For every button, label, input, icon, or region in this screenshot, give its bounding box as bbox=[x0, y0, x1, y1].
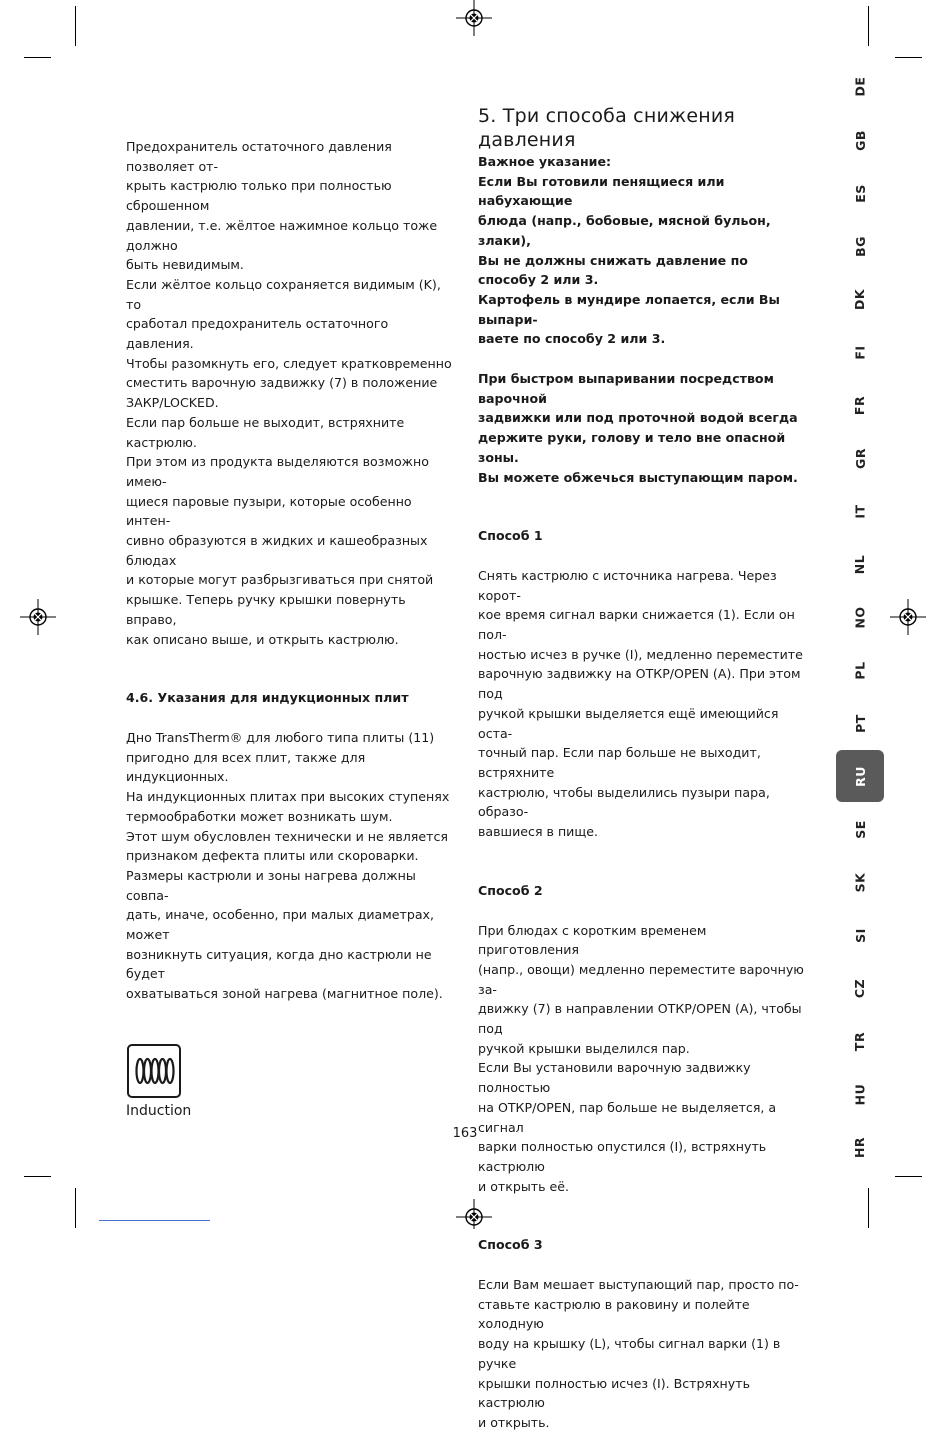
language-tab[interactable] bbox=[836, 1068, 884, 1120]
text-line: Вы не должны снижать давление по способу 2 или 3. bbox=[478, 252, 748, 288]
text-line: блюда (напр., бобовые, мясной бульон, злаки), bbox=[478, 213, 771, 248]
text-line: охватываться зоной нагрева (магнитное поле). bbox=[126, 986, 443, 1002]
text-line: ставьте кастрюлю в раковину и полейте холодную bbox=[478, 1296, 750, 1332]
text-line: и которые могут разбрызгиваться при снятой bbox=[126, 572, 434, 588]
induction-coil-icon bbox=[127, 1044, 181, 1098]
crop-mark bbox=[24, 1176, 51, 1177]
residual-pressure-paragraph bbox=[126, 137, 456, 649]
language-tab[interactable] bbox=[836, 273, 884, 325]
language-tab-label: NL bbox=[852, 554, 868, 574]
language-tab[interactable] bbox=[836, 114, 884, 166]
language-tab[interactable] bbox=[836, 432, 884, 484]
text-line: варки полностью опустился (I), встряхнуть кастрюлю bbox=[478, 1139, 767, 1174]
text-line: Если Вы установили варочную задвижку полностью bbox=[478, 1060, 751, 1096]
crop-mark bbox=[895, 1176, 922, 1177]
text-line: Размеры кастрюли и зоны нагрева должны совпа- bbox=[126, 867, 416, 903]
method3-paragraph bbox=[478, 1275, 808, 1433]
text-line: Картофель в мундире лопается, если Вы выпари- bbox=[478, 291, 780, 327]
text-line: задвижки или под проточной водой всегда bbox=[478, 410, 798, 426]
text-line: вавшиеся в пище. bbox=[478, 824, 598, 840]
language-tab-label: FR bbox=[852, 395, 868, 415]
induction-paragraph bbox=[126, 728, 456, 1004]
text-line: сивно образуются в жидких и кашеобразных блюдах bbox=[126, 533, 428, 568]
registration-mark-icon bbox=[890, 599, 926, 635]
text-line: Чтобы разомкнуть его, следует кратковременно bbox=[126, 355, 452, 371]
language-tab-label: HR bbox=[852, 1136, 868, 1158]
text-line: пригодно для всех плит, также для индукционных. bbox=[126, 749, 366, 785]
text-line: Снять кастрюлю с источника нагрева. Через корот- bbox=[478, 567, 777, 603]
text-line: давлении, т.е. жёлтое нажимное кольцо тоже должно bbox=[126, 217, 438, 253]
crop-mark bbox=[24, 57, 51, 58]
left-column bbox=[126, 137, 456, 1122]
section-heading-induction: 4.6. Указания для индукционных плит bbox=[126, 690, 409, 706]
text-line: признаком дефекта плиты или скороварки. bbox=[126, 848, 419, 864]
text-line: Предохранитель остаточного давления позволяет от- bbox=[126, 139, 392, 174]
language-tab-label: SK bbox=[852, 872, 868, 892]
method2-heading: Способ 2 bbox=[478, 882, 543, 898]
language-tab[interactable] bbox=[836, 220, 884, 272]
page-number: 163 bbox=[452, 1126, 478, 1141]
text-line: варочную задвижку на ОТКР/OPEN (A). При этом под bbox=[478, 666, 801, 702]
language-tab-label: IT bbox=[852, 503, 868, 519]
text-line: крышки полностью исчез (I). Встряхнуть кастрюлю bbox=[478, 1375, 750, 1411]
text-line: ЗАКР/LOCKED. bbox=[126, 395, 219, 411]
language-tab[interactable] bbox=[836, 485, 884, 537]
text-line: Если жёлтое кольцо сохраняется видимым (K), то bbox=[126, 276, 441, 312]
text-line: ностью исчез в ручке (I), медленно переместите bbox=[478, 646, 803, 662]
page-title: 5. Три способа снижения давления bbox=[478, 105, 736, 151]
language-tab[interactable] bbox=[836, 60, 884, 112]
text-line: ручкой крышки выделяется ещё имеющийся оста- bbox=[478, 705, 779, 741]
text-line: ручкой крышки выделился пар. bbox=[478, 1040, 690, 1056]
text-line: воду на крышку (L), чтобы сигнал варки (1) в ручке bbox=[478, 1336, 781, 1371]
text-line: как описано выше, и открыть кастрюлю. bbox=[126, 631, 399, 647]
crop-mark bbox=[895, 57, 922, 58]
text-line: крыть кастрюлю только при полностью сброшенном bbox=[126, 178, 392, 214]
language-tab-label: NO bbox=[852, 605, 868, 629]
text-line: щиеся паровые пузыри, которые особенно интен- bbox=[126, 493, 412, 529]
language-tab-label: ES bbox=[852, 183, 868, 203]
language-tab[interactable] bbox=[836, 1015, 884, 1067]
language-tab[interactable] bbox=[836, 962, 884, 1014]
text-line: термообработки может возникать шум. bbox=[126, 808, 393, 824]
text-line: ваете по способу 2 или 3. bbox=[478, 331, 666, 347]
registration-mark-icon bbox=[20, 599, 56, 635]
text-line: Дно TransTherm® для любого типа плиты (11) bbox=[126, 729, 435, 745]
text-line: держите руки, голову и тело вне опасной зоны. bbox=[478, 430, 786, 465]
language-tab-label: DK bbox=[852, 288, 868, 310]
method1-paragraph bbox=[478, 566, 808, 842]
language-tab-label: RU bbox=[852, 765, 868, 787]
text-line: движку (7) в направлении ОТКР/OPEN (A), чтобы под bbox=[478, 1001, 802, 1037]
language-tab-label: GB bbox=[852, 129, 868, 151]
text-line: быть невидимым. bbox=[126, 257, 244, 273]
text-line: возникнуть ситуация, когда дно кастрюли не будет bbox=[126, 946, 432, 982]
language-tab[interactable] bbox=[836, 591, 884, 643]
language-tab[interactable] bbox=[836, 909, 884, 961]
warning-note bbox=[478, 369, 808, 487]
language-tab-label: GR bbox=[852, 447, 868, 469]
text-line: При быстром выпаривании посредством варочной bbox=[478, 371, 774, 406]
language-tab-label: DE bbox=[852, 76, 868, 96]
language-tab[interactable] bbox=[836, 856, 884, 908]
text-line: и открыть. bbox=[478, 1414, 550, 1430]
language-tab[interactable] bbox=[836, 644, 884, 696]
language-tab[interactable] bbox=[836, 538, 884, 590]
language-tab-label: PT bbox=[852, 713, 868, 733]
text-line: При блюдах с коротким временем приготовления bbox=[478, 922, 707, 958]
language-tab[interactable] bbox=[836, 326, 884, 378]
language-tab-label: HU bbox=[852, 1083, 868, 1105]
method1-heading: Способ 1 bbox=[478, 528, 543, 544]
text-line: Важное указание: bbox=[478, 154, 612, 169]
right-column bbox=[478, 104, 808, 1433]
registration-mark-icon bbox=[456, 0, 492, 36]
method3-heading: Способ 3 bbox=[478, 1237, 543, 1253]
link-underline bbox=[99, 1220, 210, 1221]
crop-mark bbox=[75, 6, 76, 46]
language-tab-label: PL bbox=[852, 660, 868, 680]
crop-mark bbox=[868, 1188, 869, 1228]
text-line: Этот шум обусловлен технически и не является bbox=[126, 828, 448, 844]
language-tab-label: SI bbox=[852, 927, 868, 943]
language-tab-label: SE bbox=[852, 819, 868, 839]
language-tab-label: CZ bbox=[852, 978, 868, 998]
text-line: сместить варочную задвижку (7) в положение bbox=[126, 375, 438, 391]
text-line: Если Вам мешает выступающий пар, просто по- bbox=[478, 1277, 799, 1293]
text-line: точный пар. Если пар больше не выходит, встряхните bbox=[478, 745, 761, 780]
text-line: На индукционных плитах при высоких ступенях bbox=[126, 789, 450, 805]
language-tab[interactable] bbox=[836, 697, 884, 749]
language-tab-label: BG bbox=[852, 235, 868, 257]
text-line: Если Вы готовили пенящиеся или набухающие bbox=[478, 173, 725, 209]
text-line: При этом из продукта выделяются возможно имею- bbox=[126, 454, 429, 489]
important-note bbox=[478, 152, 808, 349]
crop-mark bbox=[75, 1188, 76, 1228]
method2-paragraph bbox=[478, 921, 808, 1197]
crop-mark bbox=[868, 6, 869, 46]
text-line: крышке. Теперь ручку крышки повернуть вправо, bbox=[126, 592, 406, 627]
text-line: дать, иначе, особенно, при малых диаметрах, может bbox=[126, 907, 434, 943]
induction-caption: Induction bbox=[126, 1102, 192, 1119]
text-line: кастрюлю, чтобы выделились пузыри пара, образо- bbox=[478, 784, 770, 820]
language-tab-label: TR bbox=[852, 1031, 868, 1051]
language-tab[interactable] bbox=[836, 803, 884, 855]
text-line: (напр., овощи) медленно переместите варочную за- bbox=[478, 961, 804, 997]
text-line: Если пар больше не выходит, встряхните кастрюлю. bbox=[126, 414, 405, 450]
text-line: кое время сигнал варки снижается (1). Если он пол- bbox=[478, 607, 795, 643]
language-tab-active[interactable] bbox=[836, 750, 884, 802]
language-tab-label: FI bbox=[852, 344, 868, 360]
text-line: и открыть её. bbox=[478, 1178, 570, 1194]
language-tab[interactable] bbox=[836, 379, 884, 431]
text-line: Вы можете обжечься выступающим паром. bbox=[478, 469, 798, 485]
text-line: на ОТКР/OPEN, пар больше не выделяется, а сигнал bbox=[478, 1099, 777, 1135]
text-line: сработал предохранитель остаточного давления. bbox=[126, 316, 389, 352]
language-tab[interactable] bbox=[836, 167, 884, 219]
